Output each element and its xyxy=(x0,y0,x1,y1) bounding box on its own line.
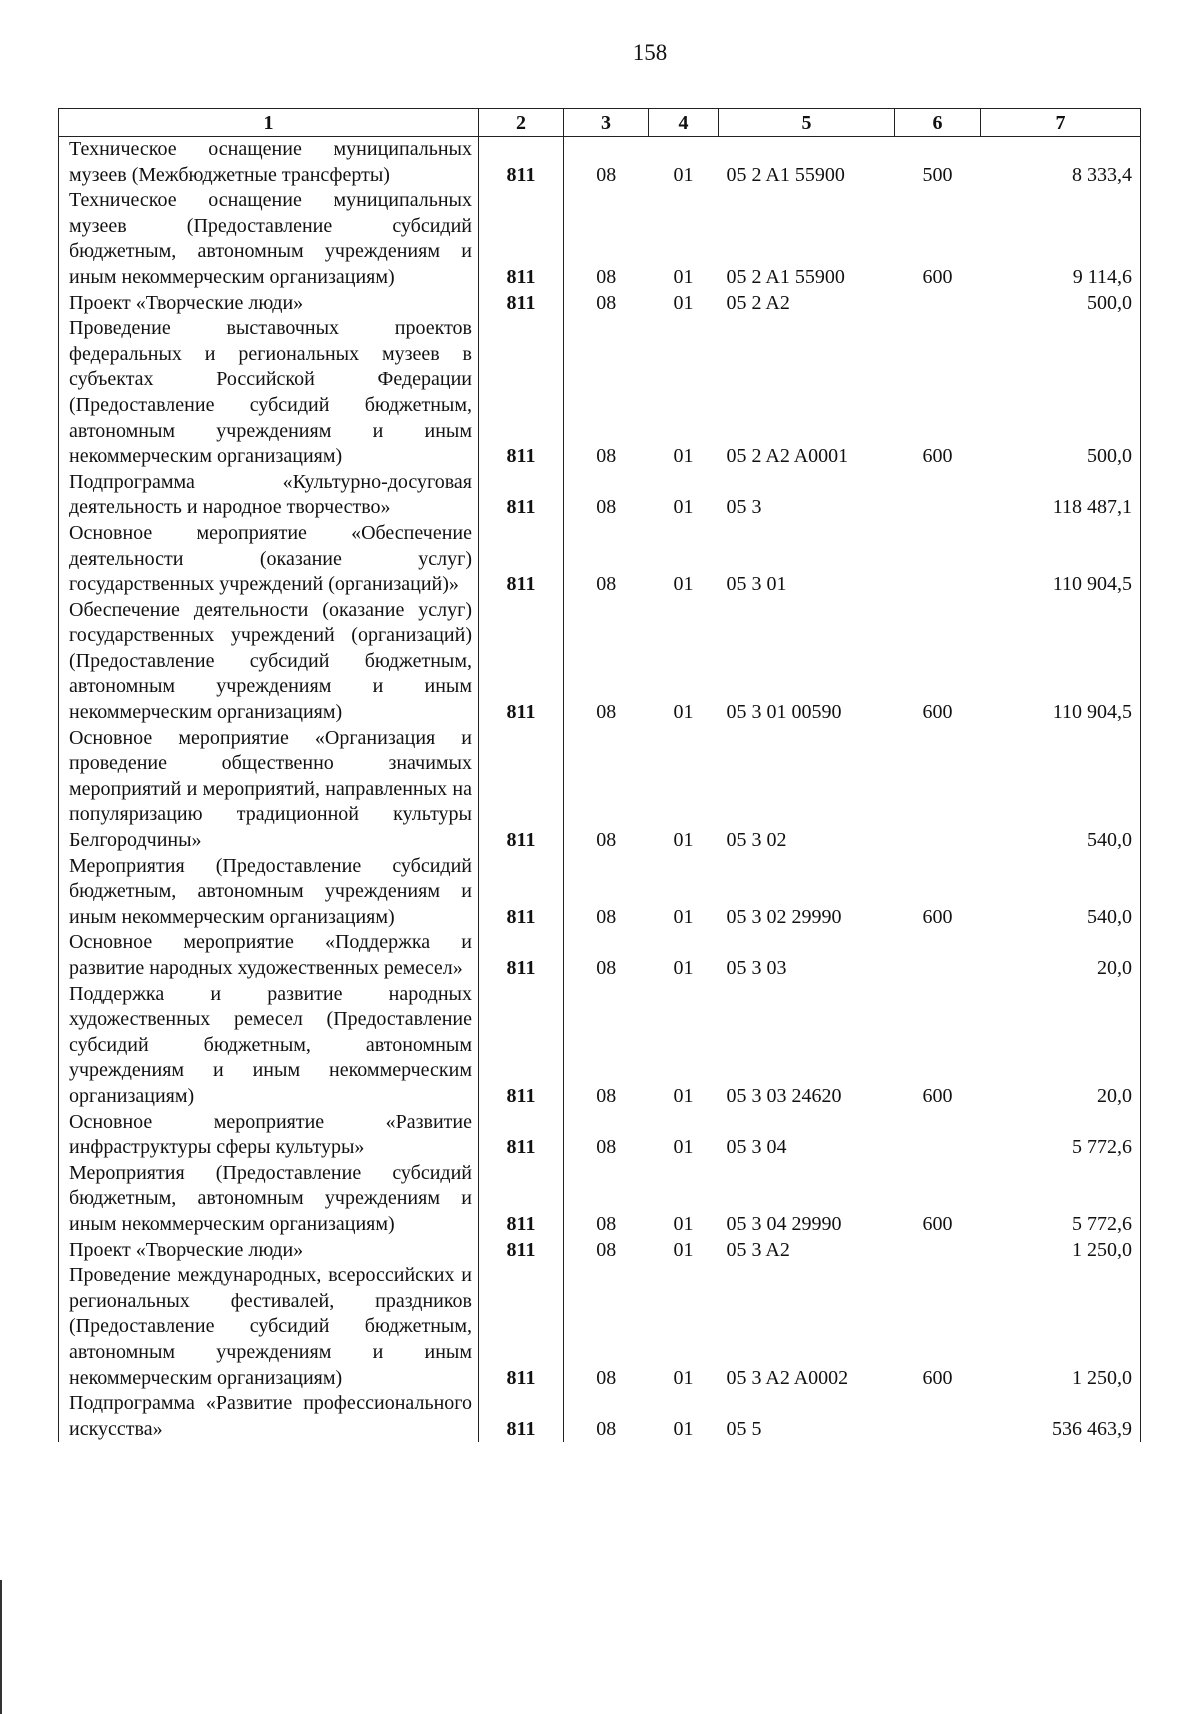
amount-cell: 540,0 xyxy=(981,726,1141,854)
table-row xyxy=(59,726,1141,854)
header-col-2: 2 xyxy=(479,109,564,137)
item-name-cell: Проведение выставочных проектов федеральных и региональных музеев в субъектах Российской Федерации (Предоставление субсидий бюджетным, автономным учреждениям и иным некоммерческим организациям) xyxy=(59,316,479,470)
table-body xyxy=(59,137,1141,1443)
target-article-cell: 05 2 A1 55900 xyxy=(726,163,845,186)
item-name-cell: Обеспечение деятельности (оказание услуг) государственных учреждений (организаций) (Предоставление субсидий бюджетным, автономным учреждениям и иным некоммерческим организациям) xyxy=(59,598,479,726)
ministry-code-cell: 811 xyxy=(479,316,564,470)
target-article-cell: 05 3 03 xyxy=(726,957,787,979)
target-article-cell: 05 3 04 29990 xyxy=(726,1212,842,1235)
target-article-cell: 05 3 03 24620 xyxy=(726,1084,842,1107)
item-name-cell: Поддержка и развитие народных художественных ремесел (Предоставление субсидий бюджетным, автономным учреждениям и иным некоммерческим организациям) xyxy=(59,982,479,1110)
subsection-cell: 01 xyxy=(673,291,694,314)
item-name-cell: Мероприятия (Предоставление субсидий бюджетным, автономным учреждениям и иным некоммерческим организациям) xyxy=(59,854,479,931)
amount-cell: 8 333,4 xyxy=(981,137,1141,189)
amount-cell: 110 904,5 xyxy=(981,521,1141,598)
amount-cell: 500,0 xyxy=(981,291,1141,317)
section-cell: 08 xyxy=(564,1391,649,1442)
section-cell: 08 xyxy=(564,854,649,931)
section-cell: 08 xyxy=(564,982,649,1110)
table-row xyxy=(59,930,1141,981)
item-name-cell: Подпрограмма «Культурно-досуговая деятельность и народное творчество» xyxy=(59,470,479,521)
item-name-cell: Проведение международных, всероссийских и региональных фестивалей, праздников (Предоставление субсидий бюджетным, автономным учреждениям и иным некоммерческим организациям) xyxy=(59,1263,479,1391)
ministry-code-cell: 811 xyxy=(479,930,564,981)
subsection-cell: 01 xyxy=(673,1417,694,1440)
expense-type-cell: 600 xyxy=(922,1084,953,1107)
amount-cell: 5 772,6 xyxy=(981,1110,1141,1161)
table-row xyxy=(59,1263,1141,1391)
ministry-code-cell: 811 xyxy=(479,1161,564,1238)
subsection-cell: 01 xyxy=(673,701,694,724)
section-cell: 08 xyxy=(564,137,649,189)
target-article-cell: 05 3 01 00590 xyxy=(726,701,842,724)
target-article-cell: 05 2 A1 55900 xyxy=(726,265,845,288)
subsection-cell: 01 xyxy=(673,573,694,596)
expense-type-cell xyxy=(895,1110,981,1161)
expense-type-cell xyxy=(895,930,981,981)
item-name-cell: Проект «Творческие люди» xyxy=(59,291,479,317)
amount-cell: 20,0 xyxy=(981,930,1141,981)
table-row xyxy=(59,521,1141,598)
expense-type-cell xyxy=(895,470,981,521)
expense-type-cell: 600 xyxy=(922,445,953,468)
table-row xyxy=(59,1110,1141,1161)
amount-cell: 118 487,1 xyxy=(981,470,1141,521)
table-row xyxy=(59,316,1141,470)
subsection-cell: 01 xyxy=(673,1212,694,1235)
amount-cell: 1 250,0 xyxy=(981,1263,1141,1391)
section-cell: 08 xyxy=(564,470,649,521)
target-article-cell: 05 3 04 xyxy=(726,1136,787,1159)
section-cell: 08 xyxy=(564,1110,649,1161)
item-name-cell: Техническое оснащение муниципальных музеев (Межбюджетные трансферты) xyxy=(59,137,479,189)
amount-cell: 536 463,9 xyxy=(981,1391,1141,1442)
expense-type-cell: 600 xyxy=(922,1366,953,1389)
section-cell: 08 xyxy=(564,598,649,726)
section-cell: 08 xyxy=(564,726,649,854)
subsection-cell: 01 xyxy=(673,1366,694,1389)
amount-cell: 1 250,0 xyxy=(981,1238,1141,1264)
item-name-cell: Основное мероприятие «Развитие инфраструктуры сферы культуры» xyxy=(59,1110,479,1161)
section-cell: 08 xyxy=(564,1161,649,1238)
ministry-code-cell: 811 xyxy=(479,726,564,854)
amount-cell: 110 904,5 xyxy=(981,598,1141,726)
budget-table xyxy=(58,108,1141,1442)
subsection-cell: 01 xyxy=(673,496,694,519)
ministry-code-cell: 811 xyxy=(479,137,564,189)
section-cell: 08 xyxy=(564,1238,649,1264)
table-row xyxy=(59,1161,1141,1238)
budget-table-container xyxy=(58,108,1140,1442)
expense-type-cell: 500 xyxy=(922,163,953,186)
subsection-cell: 01 xyxy=(673,1136,694,1159)
subsection-cell: 01 xyxy=(673,905,694,928)
subsection-cell: 01 xyxy=(673,265,694,288)
table-row xyxy=(59,470,1141,521)
target-article-cell: 05 3 01 xyxy=(726,573,787,596)
header-col-6: 6 xyxy=(895,109,981,137)
section-cell: 08 xyxy=(564,291,649,317)
target-article-cell: 05 3 02 29990 xyxy=(726,905,842,928)
table-row xyxy=(59,854,1141,931)
ministry-code-cell: 811 xyxy=(479,521,564,598)
ministry-code-cell: 811 xyxy=(479,982,564,1110)
subsection-cell: 01 xyxy=(673,829,694,852)
header-col-1: 1 xyxy=(59,109,479,137)
amount-cell: 20,0 xyxy=(981,982,1141,1110)
target-article-cell: 05 3 xyxy=(726,496,762,519)
expense-type-cell: 600 xyxy=(922,1212,953,1235)
amount-cell: 9 114,6 xyxy=(981,188,1141,290)
table-row xyxy=(59,598,1141,726)
table-row xyxy=(59,982,1141,1110)
target-article-cell: 05 5 xyxy=(726,1417,762,1440)
subsection-cell: 01 xyxy=(673,1084,694,1107)
expense-type-cell xyxy=(895,1391,981,1442)
header-col-7: 7 xyxy=(981,109,1141,137)
table-row xyxy=(59,137,1141,189)
ministry-code-cell: 811 xyxy=(479,291,564,317)
ministry-code-cell: 811 xyxy=(479,188,564,290)
ministry-code-cell: 811 xyxy=(479,854,564,931)
target-article-cell: 05 2 A2 xyxy=(726,291,790,314)
section-cell: 08 xyxy=(564,1263,649,1391)
item-name-cell: Подпрограмма «Развитие профессионального искусства» xyxy=(59,1391,479,1442)
subsection-cell: 01 xyxy=(673,1238,694,1261)
ministry-code-cell: 811 xyxy=(479,470,564,521)
header-row xyxy=(59,109,1141,137)
target-article-cell: 05 3 A2 A0002 xyxy=(726,1366,849,1389)
table-row xyxy=(59,1238,1141,1264)
item-name-cell: Основное мероприятие «Поддержка и развитие народных художественных ремесел» xyxy=(59,930,479,981)
target-article-cell: 05 3 A2 xyxy=(726,1238,790,1261)
subsection-cell: 01 xyxy=(673,445,694,468)
section-cell: 08 xyxy=(564,521,649,598)
item-name-cell: Техническое оснащение муниципальных музеев (Предоставление субсидий бюджетным, автономным учреждениям и иным некоммерческим организациям) xyxy=(59,188,479,290)
item-name-cell: Проект «Творческие люди» xyxy=(59,1238,479,1264)
table-row xyxy=(59,1391,1141,1442)
amount-cell: 500,0 xyxy=(981,316,1141,470)
header-col-4: 4 xyxy=(649,109,719,137)
item-name-cell: Мероприятия (Предоставление субсидий бюджетным, автономным учреждениям и иным некоммерческим организациям) xyxy=(59,1161,479,1238)
expense-type-cell: 600 xyxy=(922,265,953,288)
section-cell: 08 xyxy=(564,316,649,470)
subsection-cell: 01 xyxy=(673,957,694,979)
page-number: 158 xyxy=(632,40,668,65)
item-name-cell: Основное мероприятие «Обеспечение деятельности (оказание услуг) государственных учреждений (организаций)» xyxy=(59,521,479,598)
ministry-code-cell: 811 xyxy=(479,1263,564,1391)
header-col-5: 5 xyxy=(719,109,895,137)
expense-type-cell xyxy=(895,1238,981,1264)
target-article-cell: 05 3 02 xyxy=(726,829,787,852)
expense-type-cell xyxy=(895,726,981,854)
expense-type-cell xyxy=(895,521,981,598)
table-row xyxy=(59,188,1141,290)
table-row xyxy=(59,291,1141,317)
section-cell: 08 xyxy=(564,930,649,981)
expense-type-cell: 600 xyxy=(922,701,953,724)
amount-cell: 540,0 xyxy=(981,854,1141,931)
scan-margin-line xyxy=(0,1580,2,1714)
section-cell: 08 xyxy=(564,188,649,290)
subsection-cell: 01 xyxy=(673,163,694,186)
ministry-code-cell: 811 xyxy=(479,1110,564,1161)
expense-type-cell xyxy=(895,291,981,317)
expense-type-cell: 600 xyxy=(922,905,953,928)
item-name-cell: Основное мероприятие «Организация и проведение общественно значимых мероприятий и мероприятий, направленных на популяризацию традиционной культуры Белгородчины» xyxy=(59,726,479,854)
header-col-3: 3 xyxy=(564,109,649,137)
ministry-code-cell: 811 xyxy=(479,1391,564,1442)
ministry-code-cell: 811 xyxy=(479,1238,564,1264)
target-article-cell: 05 2 A2 A0001 xyxy=(726,445,849,468)
ministry-code-cell: 811 xyxy=(479,598,564,726)
amount-cell: 5 772,6 xyxy=(981,1161,1141,1238)
